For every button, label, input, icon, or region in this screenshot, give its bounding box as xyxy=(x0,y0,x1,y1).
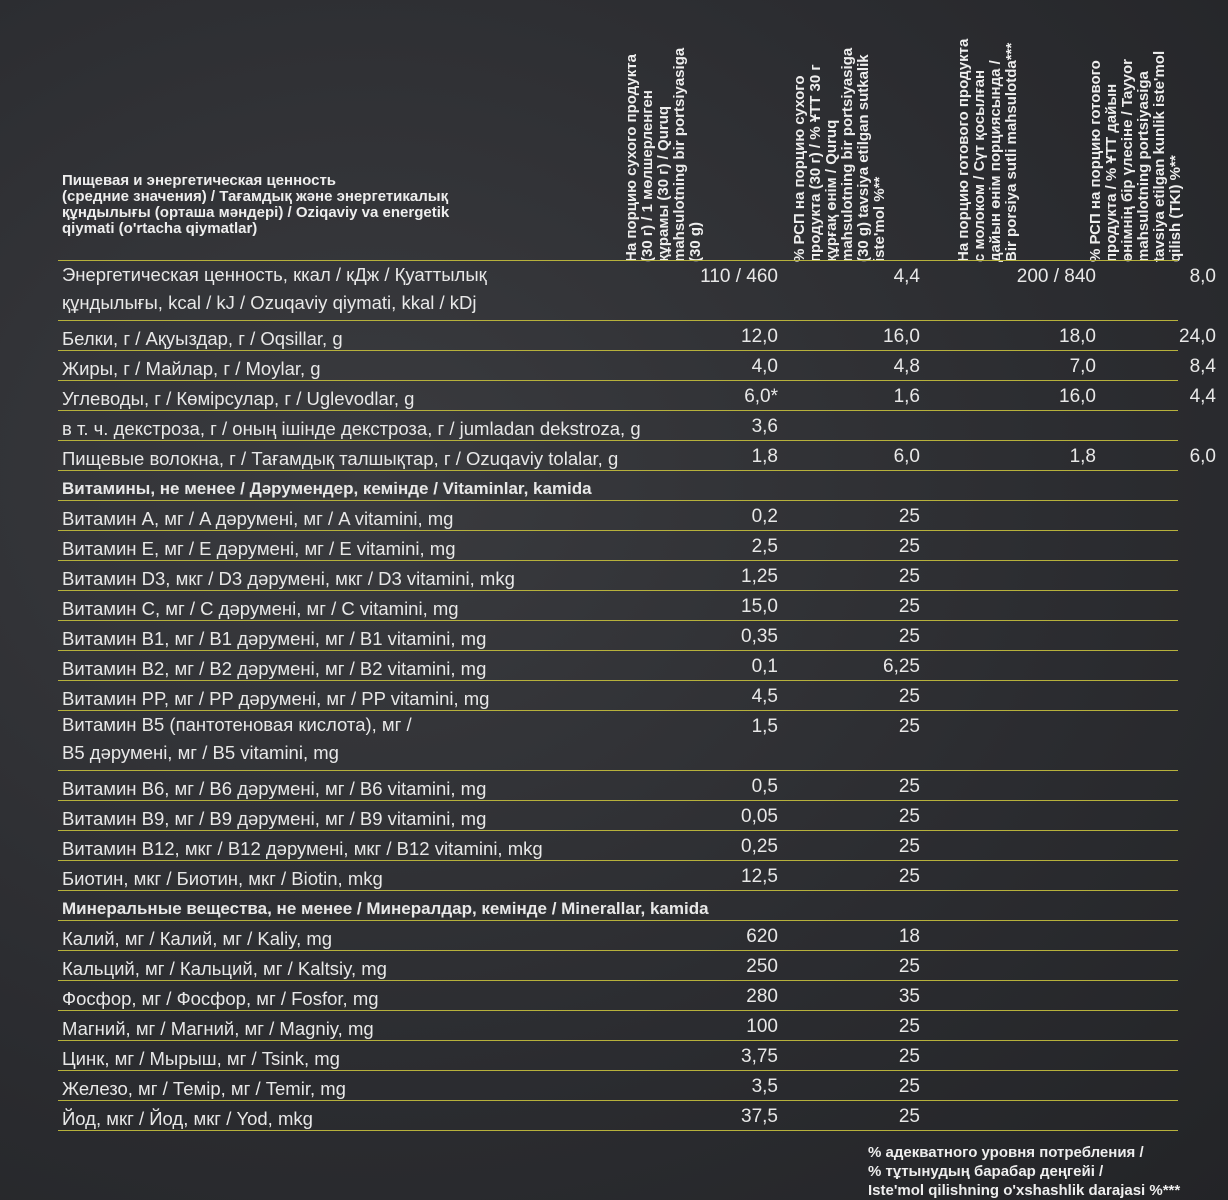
column-header-line: өнімнің бір үлесіне / Tayyor xyxy=(1119,58,1136,262)
footnote-line: % тұтынудың барабар деңгейі / xyxy=(868,1163,1104,1180)
column-header-line: продукта / % ҰТТ дайын xyxy=(1103,83,1120,262)
cell-c1: 1,25 xyxy=(741,566,778,587)
row-label-line: Йод, мкг / Йод, мкг / Yod, mkg xyxy=(62,1108,313,1129)
column-header-line: iste'mol %** xyxy=(871,176,888,262)
cell-c2: 16,0 xyxy=(883,326,920,347)
cell-c1: 620 xyxy=(746,926,778,947)
row-label xyxy=(62,504,453,533)
cell-c1: 250 xyxy=(746,956,778,977)
row-label-line: құндылығы, kcal / kJ / Ozuqaviy qiymati, kkal / kDj xyxy=(62,292,477,313)
table-row xyxy=(58,500,1178,530)
table-row xyxy=(58,800,1178,830)
row-label-line: B5 дәрумені, мг / B5 vitamini, mg xyxy=(62,742,339,763)
cell-c1: 4,0 xyxy=(751,356,778,377)
nutrition-table-title xyxy=(62,173,622,237)
table-row xyxy=(58,410,1178,440)
column-header-dry-portion xyxy=(624,0,764,262)
row-label-line: Витамин E, мг / E дәрумені, мг / E vitamini, mg xyxy=(62,538,456,559)
cell-c2: 4,8 xyxy=(893,356,920,377)
row-label xyxy=(62,1074,346,1103)
column-header-line: tavsiya etilgan kunlik iste'mol xyxy=(1151,50,1168,262)
cell-c1: 12,5 xyxy=(741,866,778,887)
cell-c2: 25 xyxy=(898,866,920,887)
table-row xyxy=(58,1100,1178,1130)
cell-c2: 25 xyxy=(898,626,920,647)
cell-c1: 37,5 xyxy=(741,1106,778,1127)
row-label xyxy=(62,354,321,383)
column-header-line: құрамы (30 г) / Quruq xyxy=(655,105,672,262)
cell-c3: 18,0 xyxy=(1059,326,1096,347)
row-label-line: Витамин B1, мг / B1 дәрумені, мг / B1 vitamini, mg xyxy=(62,628,487,649)
row-label-line: Кальций, мг / Кальций, мг / Kaltsiy, mg xyxy=(62,958,387,979)
column-header-line: На порцию готового продукта xyxy=(955,38,972,262)
cell-c2: 4,4 xyxy=(893,266,920,287)
footnote-line: % адекватного уровня потребления / xyxy=(868,1144,1144,1161)
row-label xyxy=(62,534,456,563)
cell-c1: 0,05 xyxy=(741,806,778,827)
table-row xyxy=(58,1010,1178,1040)
row-label xyxy=(62,984,379,1013)
section-header-row xyxy=(58,470,1178,500)
column-header-line: (30 g) xyxy=(687,221,704,262)
cell-c4: 6,0 xyxy=(1189,446,1216,467)
section-header-row xyxy=(58,890,1178,920)
table-row xyxy=(58,320,1216,350)
row-label-line: Витамин D3, мкг / D3 дәрумені, мкг / D3 vitamini, mkg xyxy=(62,568,515,589)
row-label-line: в т. ч. декстроза, г / оның ішінде декстроза, г / jumladan dekstroza, g xyxy=(62,418,641,439)
row-label xyxy=(62,1104,313,1133)
cell-c1: 3,75 xyxy=(741,1046,778,1067)
column-header-line: дайын өнім порциясында / xyxy=(987,60,1004,262)
title-line: (средние значения) / Тағамдық және энергетикалық xyxy=(62,188,449,205)
column-header-line: mahsulotning portsiyasiga xyxy=(1135,71,1152,262)
cell-c1: 0,2 xyxy=(751,506,778,527)
cell-c3: 7,0 xyxy=(1069,356,1096,377)
column-header-ready-portion xyxy=(956,0,1096,262)
row-label xyxy=(62,894,709,923)
cell-c2: 6,0 xyxy=(893,446,920,467)
column-header-line: с молоком / Сүт қосылған xyxy=(971,69,988,262)
table-row xyxy=(58,860,1178,890)
table-row xyxy=(58,1070,1178,1100)
row-label xyxy=(62,711,412,767)
cell-c2: 25 xyxy=(898,836,920,857)
row-label xyxy=(62,414,641,443)
row-label xyxy=(62,564,515,593)
cell-c1: 1,8 xyxy=(751,446,778,467)
row-label xyxy=(62,384,414,413)
row-label-line: Витамины, не менее / Дәрумендер, кемінде / Vitaminlar, kamida xyxy=(62,479,592,498)
cell-c2: 25 xyxy=(898,1046,920,1067)
row-label xyxy=(62,654,486,683)
row-label xyxy=(62,834,543,863)
cell-c1: 110 / 460 xyxy=(700,266,778,287)
cell-c3: 1,8 xyxy=(1069,446,1096,467)
cell-c1: 3,6 xyxy=(751,416,778,437)
cell-c2: 35 xyxy=(898,986,920,1007)
row-label-line: Железо, мг / Темір, мг / Temir, mg xyxy=(62,1078,346,1099)
row-label xyxy=(62,684,489,713)
row-label-line: Витамин B9, мг / B9 дәрумені, мг / B9 vitamini, mg xyxy=(62,808,487,829)
table-bottom-rule xyxy=(58,1130,1178,1131)
cell-c3: 16,0 xyxy=(1059,386,1096,407)
row-label xyxy=(62,954,387,983)
title-line: құндылығы (орташа мәндері) / Oziqaviy va energetik xyxy=(62,204,450,221)
cell-c2: 25 xyxy=(898,956,920,977)
row-label xyxy=(62,1044,340,1073)
table-row xyxy=(58,260,1216,320)
table-row xyxy=(58,590,1178,620)
table-row xyxy=(58,830,1178,860)
row-label-line: Белки, г / Ақуыздар, г / Oqsillar, g xyxy=(62,328,343,349)
table-row xyxy=(58,920,1178,950)
row-label-line: Калий, мг / Калий, мг / Kaliy, mg xyxy=(62,928,333,949)
cell-c1: 0,5 xyxy=(751,776,778,797)
cell-c2: 1,6 xyxy=(893,386,920,407)
cell-c2: 25 xyxy=(898,1076,920,1097)
cell-c2: 25 xyxy=(898,1106,920,1127)
nutrition-table xyxy=(58,260,1216,1131)
row-label-line: Витамин B2, мг / B2 дәрумені, мг / B2 vitamini, mg xyxy=(62,658,487,679)
row-label-line: Витамин A, мг / A дәрумені, мг / A vitamini, mg xyxy=(62,508,454,529)
table-row xyxy=(58,1040,1178,1070)
row-label-line: Биотин, мкг / Биотин, мкг / Biotin, mkg xyxy=(62,868,383,889)
cell-c4: 8,0 xyxy=(1189,266,1216,287)
column-header-line: % РСП на порцию готового xyxy=(1087,60,1104,262)
cell-c1: 0,1 xyxy=(751,656,778,677)
row-label xyxy=(62,804,486,833)
row-label xyxy=(62,474,592,503)
cell-c2: 25 xyxy=(898,536,920,557)
cell-c2: 25 xyxy=(898,1016,920,1037)
cell-c3: 200 / 840 xyxy=(1016,266,1096,287)
column-header-line: На порцию сухого продукта xyxy=(623,54,640,262)
row-label-line: Углеводы, г / Көмірсулар, г / Uglevodlar, g xyxy=(62,388,415,409)
table-row xyxy=(58,560,1178,590)
cell-c1: 0,25 xyxy=(741,836,778,857)
column-header-ready-rdi xyxy=(1088,0,1228,262)
footnote-line: Iste'mol qilishning o'xshashlik darajasi %*** xyxy=(868,1182,1181,1199)
table-row xyxy=(58,380,1216,410)
column-header-line: продукта (30 г) / % ҰТТ 30 г xyxy=(807,64,824,262)
column-header-dry-rdi xyxy=(792,0,932,262)
row-label-line: Энергетическая ценность, ккал / кДж / Қуаттылық xyxy=(62,264,487,285)
row-label-line: Витамин PP, мг / PP дәрумені, мг / PP vitamini, mg xyxy=(62,688,490,709)
column-header-line: % РСП на порцию сухого xyxy=(791,75,808,262)
cell-c1: 1,5 xyxy=(751,716,778,737)
row-label xyxy=(62,594,459,623)
row-label-line: Магний, мг / Магний, мг / Magniy, mg xyxy=(62,1018,374,1039)
cell-c1: 6,0* xyxy=(744,386,778,407)
table-row xyxy=(58,980,1178,1010)
row-label xyxy=(62,624,486,653)
row-label xyxy=(62,864,383,893)
table-row xyxy=(58,950,1178,980)
cell-c1: 2,5 xyxy=(751,536,778,557)
column-header-line: Bir porsiya sutli mahsulotda*** xyxy=(1003,42,1020,262)
cell-c1: 0,35 xyxy=(741,626,778,647)
cell-c2: 6,25 xyxy=(883,656,920,677)
table-row xyxy=(58,710,1178,770)
title-line: Пищевая и энергетическая ценность xyxy=(62,172,337,189)
row-label-line: Цинк, мг / Мырыш, мг / Tsink, mg xyxy=(62,1048,340,1069)
title-line: qiymati (o'rtacha qiymatlar) xyxy=(62,220,258,237)
cell-c1: 100 xyxy=(746,1016,778,1037)
cell-c2: 25 xyxy=(898,686,920,707)
table-row xyxy=(58,620,1178,650)
column-header-line: qilish (TKI) %** xyxy=(1167,155,1184,262)
table-row xyxy=(58,440,1216,470)
row-label-line: Витамин B6, мг / B6 дәрумені, мг / B6 vitamini, mg xyxy=(62,778,487,799)
row-label xyxy=(62,924,332,953)
table-row xyxy=(58,770,1178,800)
row-label xyxy=(62,1014,374,1043)
cell-c2: 25 xyxy=(898,506,920,527)
footnote xyxy=(868,1143,1198,1200)
row-label-line: Витамин C, мг / C дәрумені, мг / C vitamini, mg xyxy=(62,598,459,619)
column-header-line: құрғақ өнім / Quruq xyxy=(823,119,840,262)
cell-c1: 12,0 xyxy=(741,326,778,347)
table-row xyxy=(58,650,1178,680)
table-row xyxy=(58,350,1216,380)
cell-c2: 25 xyxy=(898,806,920,827)
row-label xyxy=(62,774,486,803)
cell-c4: 8,4 xyxy=(1189,356,1216,377)
cell-c2: 25 xyxy=(898,716,920,737)
row-label-line: Фосфор, мг / Фосфор, мг / Fosfor, mg xyxy=(62,988,379,1009)
cell-c2: 18 xyxy=(898,926,920,947)
row-label xyxy=(62,444,618,473)
table-row xyxy=(58,530,1178,560)
row-label xyxy=(62,324,343,353)
cell-c4: 4,4 xyxy=(1189,386,1216,407)
cell-c1: 15,0 xyxy=(741,596,778,617)
column-header-line: mahsulotning bir portsiyasiga xyxy=(839,47,856,262)
cell-c2: 25 xyxy=(898,596,920,617)
cell-c2: 25 xyxy=(898,566,920,587)
row-label-line: Пищевые волокна, г / Тағамдық талшықтар, г / Ozuqaviy tolalar, g xyxy=(62,448,619,469)
row-label-line: Витамин B12, мкг / B12 дәрумені, мкг / B12 vitamini, mkg xyxy=(62,838,543,859)
cell-c1: 3,5 xyxy=(751,1076,778,1097)
row-label-line: Витамин B5 (пантотеновая кислота), мг / xyxy=(62,714,412,735)
cell-c4: 24,0 xyxy=(1179,326,1216,347)
row-label xyxy=(62,261,487,317)
cell-c2: 25 xyxy=(898,776,920,797)
column-header-line: (30 g) tavsiya etilgan sutkalik xyxy=(855,54,872,262)
column-header-line: (30 г) / 1 мөлшерленген xyxy=(639,90,656,262)
table-row xyxy=(58,680,1178,710)
column-header-line: mahsulotning bir portsiyasiga xyxy=(671,47,688,262)
cell-c1: 280 xyxy=(746,986,778,1007)
row-label-line: Минеральные вещества, не менее / Минералдар, кемінде / Minerallar, kamida xyxy=(62,899,709,918)
cell-c1: 4,5 xyxy=(751,686,778,707)
row-label-line: Жиры, г / Майлар, г / Moylar, g xyxy=(62,358,321,379)
